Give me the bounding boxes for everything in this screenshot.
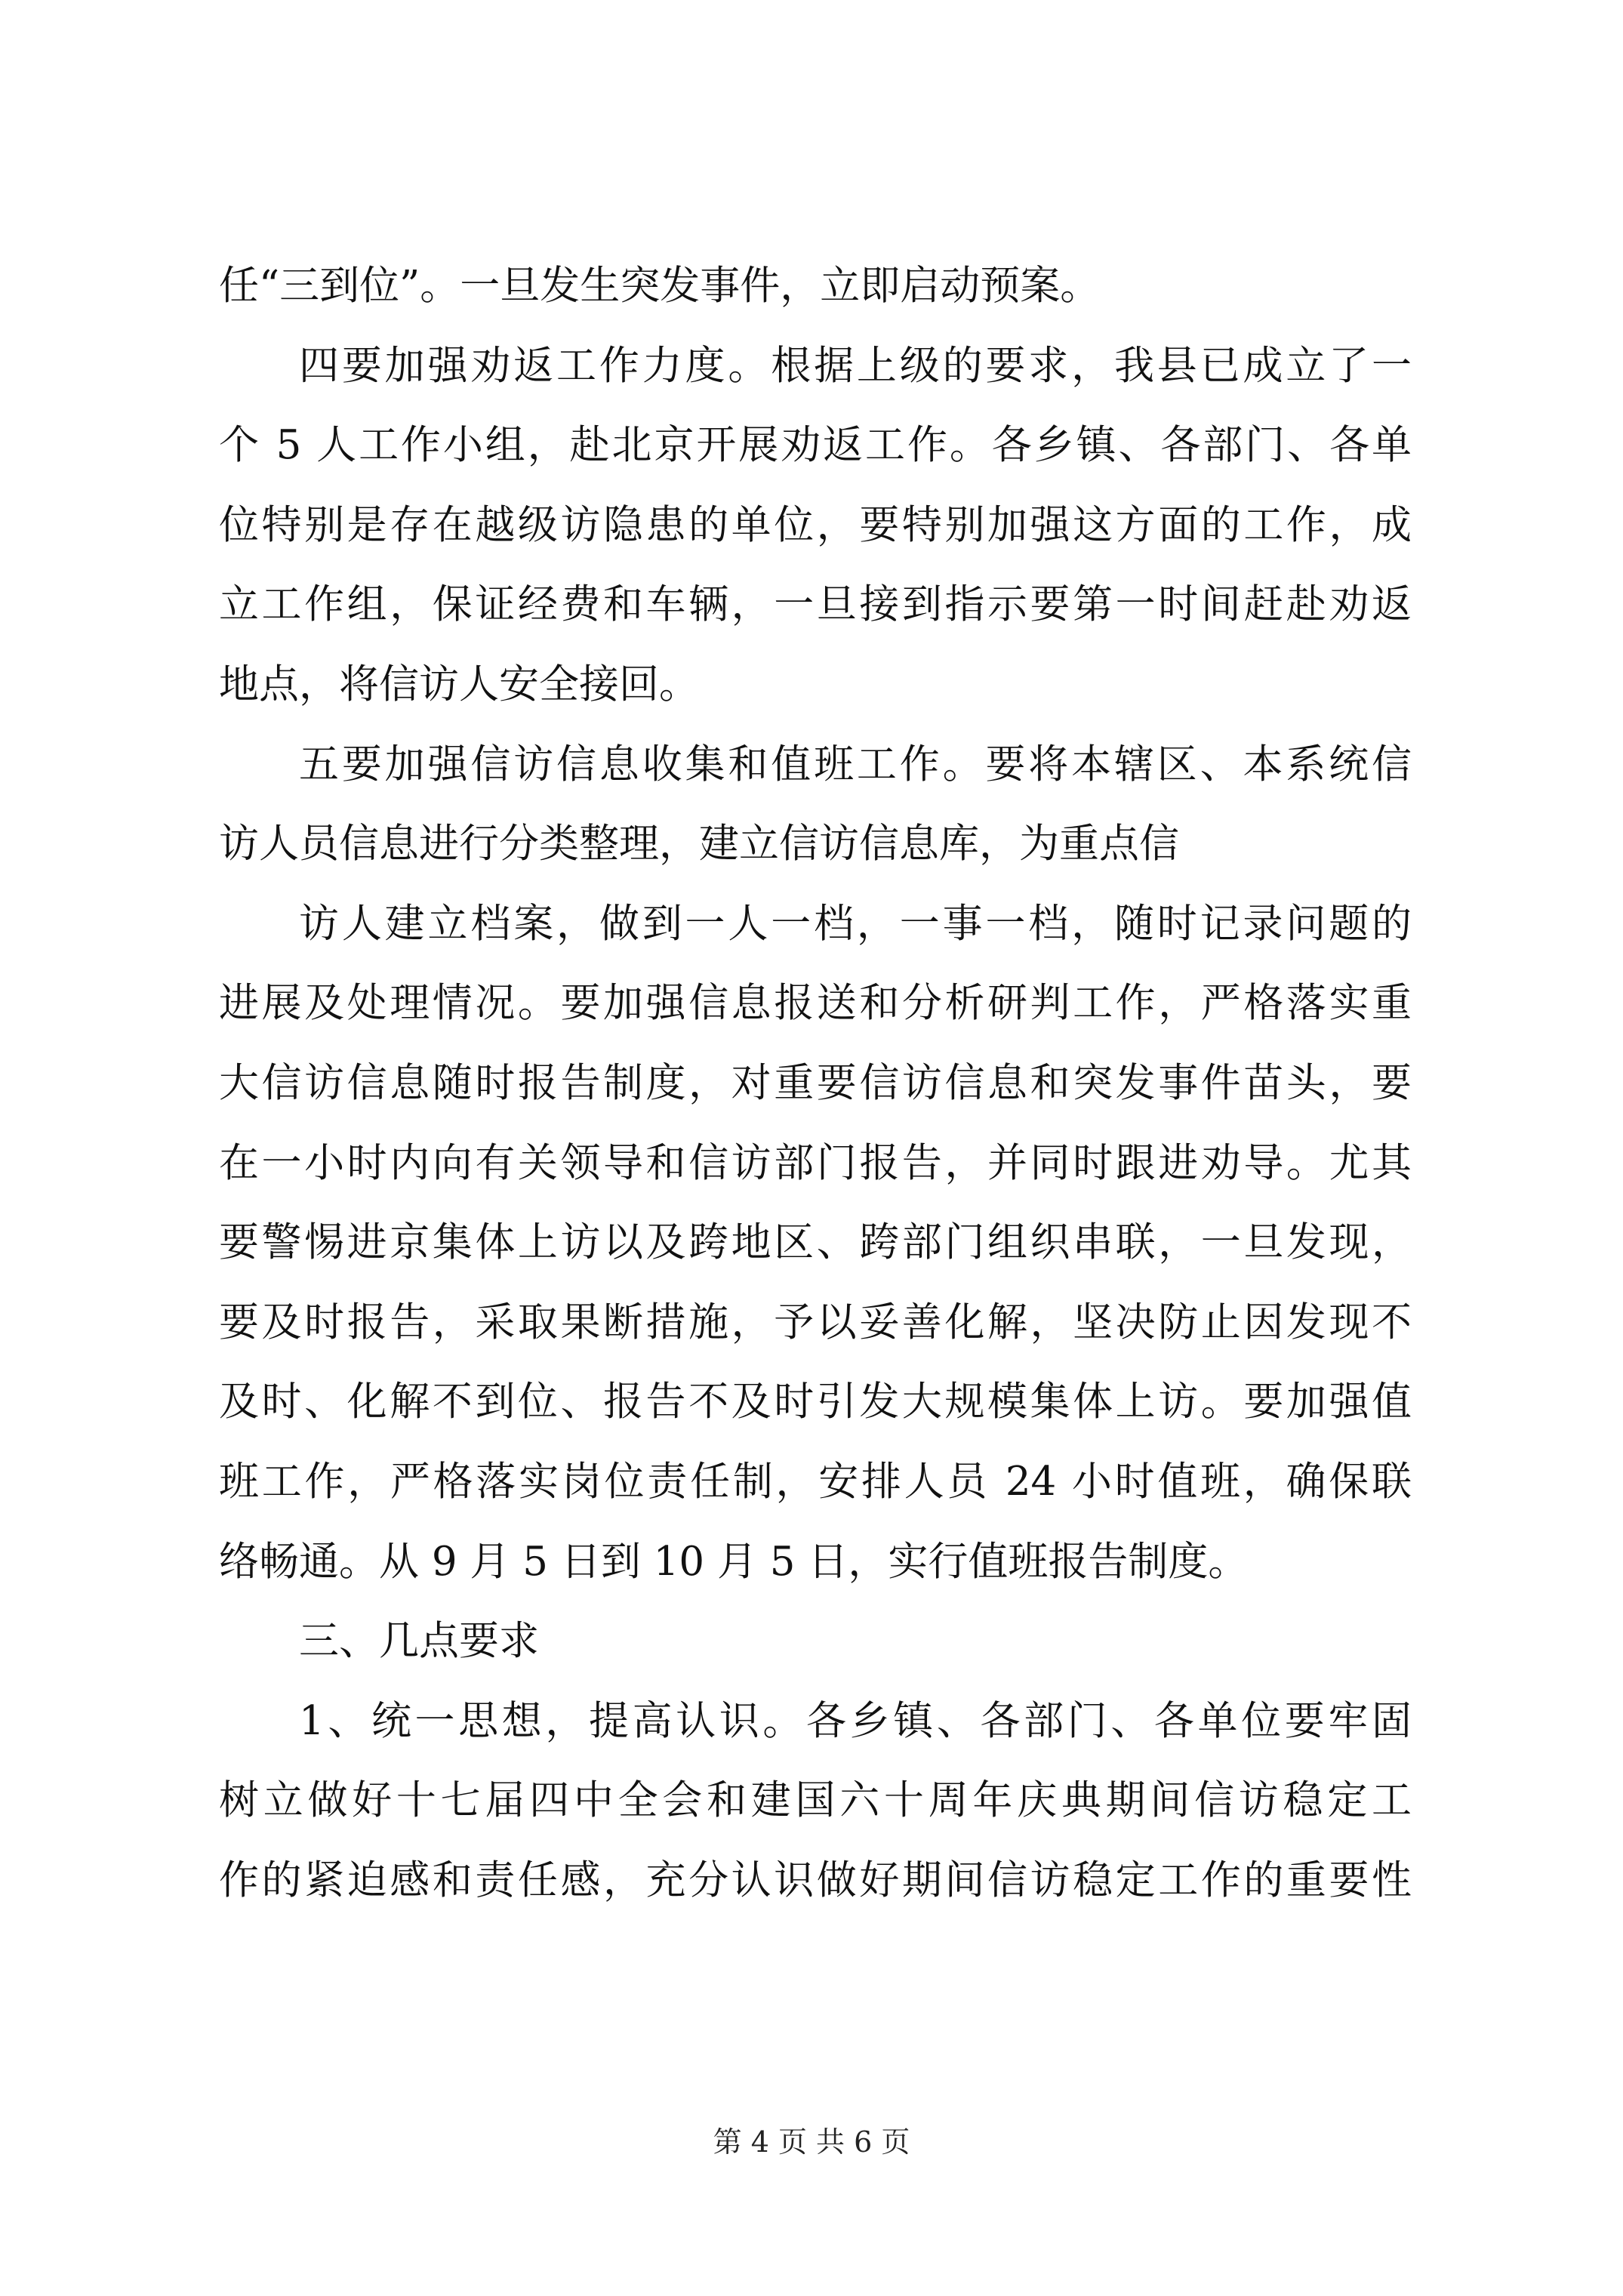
text-line: 要警惕进京集体上访以及跨地区、跨部门组织串联，一旦发现， xyxy=(219,1219,1412,1266)
text-line: 访人员信息进行分类整理，建立信访信息库，为重点信 xyxy=(219,821,1179,868)
text-line: 访人建立档案，做到一人一档，一事一档，随时记录问题的 xyxy=(299,900,1412,947)
text-line: 络畅通。从 9 月 5 日到 10 月 5 日，实行值班报告制度。 xyxy=(219,1538,1249,1585)
text-line: 及时、化解不到位、报告不及时引发大规模集体上访。要加强值 xyxy=(219,1379,1412,1425)
text-line: 1、统一思想，提高认识。各乡镇、各部门、各单位要牢固 xyxy=(299,1697,1412,1744)
text-line: 四要加强劝返工作力度。根据上级的要求，我县已成立了一 xyxy=(299,342,1412,389)
text-line: 要及时报告，采取果断措施，予以妥善化解，坚决防止因发现不 xyxy=(219,1299,1412,1345)
text-line: 班工作，严格落实岗位责任制，安排人员 24 小时值班，确保联 xyxy=(219,1458,1412,1505)
text-line: 五要加强信访信息收集和值班工作。要将本辖区、本系统信 xyxy=(299,741,1412,787)
text-line: 位特别是存在越级访隐患的单位，要特别加强这方面的工作，成 xyxy=(219,501,1412,548)
text-line: 作的紧迫感和责任感，充分认识做好期间信访稳定工作的重要性 xyxy=(219,1857,1412,1903)
text-line: 树立做好十七届四中全会和建国六十周年庆典期间信访稳定工 xyxy=(219,1777,1412,1824)
text-line: 进展及处理情况。要加强信息报送和分析研判工作，严格落实重 xyxy=(219,980,1412,1027)
text-line: 个 5 人工作小组，赴北京开展劝返工作。各乡镇、各部门、各单 xyxy=(219,422,1412,469)
page-number-footer: 第 4 页 共 6 页 xyxy=(713,2125,910,2159)
document-body xyxy=(219,246,1412,1920)
text-line: 大信访信息随时报告制度，对重要信访信息和突发事件苗头，要 xyxy=(219,1059,1412,1106)
text-line: 任“三到位”。一旦发生突发事件，立即启动预案。 xyxy=(219,263,1101,309)
text-line: 地点，将信访人安全接回。 xyxy=(219,661,699,707)
section-heading: 三、几点要求 xyxy=(299,1618,539,1665)
text-line: 立工作组，保证经费和车辆，一旦接到指示要第一时间赶赴劝返 xyxy=(219,581,1412,628)
text-line: 在一小时内向有关领导和信访部门报告，并同时跟进劝导。尤其 xyxy=(219,1139,1412,1186)
